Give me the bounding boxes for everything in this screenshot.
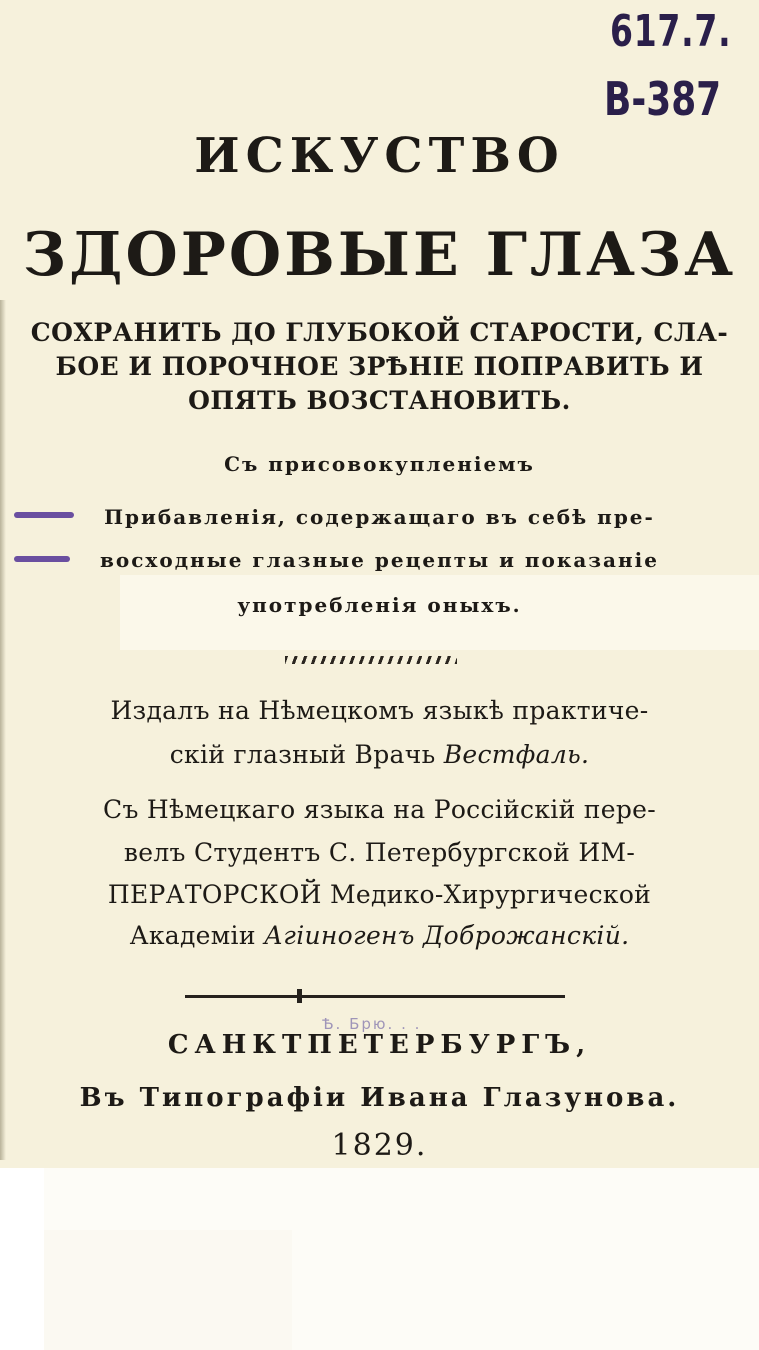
shelf-mark-line2: B-387 <box>604 72 722 126</box>
title-line2: ЗДОРОВЫЕ ГЛАЗА <box>22 220 737 290</box>
author-name: Вестфаль. <box>443 740 590 769</box>
supplement-line4: употребленія оныхъ. <box>237 593 522 617</box>
title-line1: ИСКУСТВО <box>194 128 565 184</box>
horizontal-rule <box>185 995 565 998</box>
body-line2-text: скій глазный Врачь <box>169 740 444 769</box>
body-line6-text: Академіи <box>129 921 265 950</box>
body-line1: Издалъ на Нѣмецкомъ языкѣ практиче- <box>110 696 649 725</box>
rule-ornament <box>297 989 302 1003</box>
library-stamp: Ѣ. Брю. . . <box>322 1015 422 1033</box>
ink-strike-mark <box>14 556 70 562</box>
supplement-line3: восходные глазные рецепты и показаніе <box>100 548 659 572</box>
subtitle-line1: СОХРАНИТЬ ДО ГЛУБОКОЙ СТАРОСТИ, СЛА- <box>30 318 729 347</box>
body-line5: ПЕРАТОРСКОЙ Медико-Хирургической <box>107 880 652 909</box>
scan-margin-left <box>0 1168 44 1350</box>
supplement-line1: Съ присовокупленіемъ <box>224 452 535 476</box>
body-line6 <box>0 921 759 950</box>
subtitle-line2: БОЕ И ПОРОЧНОЕ ЗРѢНІЕ ПОПРАВИТЬ И <box>55 352 704 381</box>
translator-name: Агіиногенъ Доброжанскій. <box>264 921 630 950</box>
imprint-year: 1829. <box>331 1128 428 1163</box>
body-line3: Съ Нѣмецкаго языка на Россійскій пере- <box>103 795 656 824</box>
supplement-line2: Прибавленія, содержащаго въ себѣ пре- <box>104 505 655 529</box>
ink-strike-mark <box>14 512 74 518</box>
imprint-printer: Въ Типографіи Ивана Глазунова. <box>79 1083 680 1113</box>
body-line2 <box>0 740 759 769</box>
body-line4: велъ Студентъ С. Петербургской ИМ- <box>123 838 636 867</box>
ornament-divider <box>285 656 457 664</box>
scan-margin-strip <box>44 1230 292 1350</box>
subtitle-line3: ОПЯТЬ ВОЗСТАНОВИТЬ. <box>188 386 571 415</box>
shelf-mark-line1: 617.7. <box>610 6 732 57</box>
imprint-city: САНКТПЕТЕРБУРГЪ, <box>167 1030 592 1060</box>
